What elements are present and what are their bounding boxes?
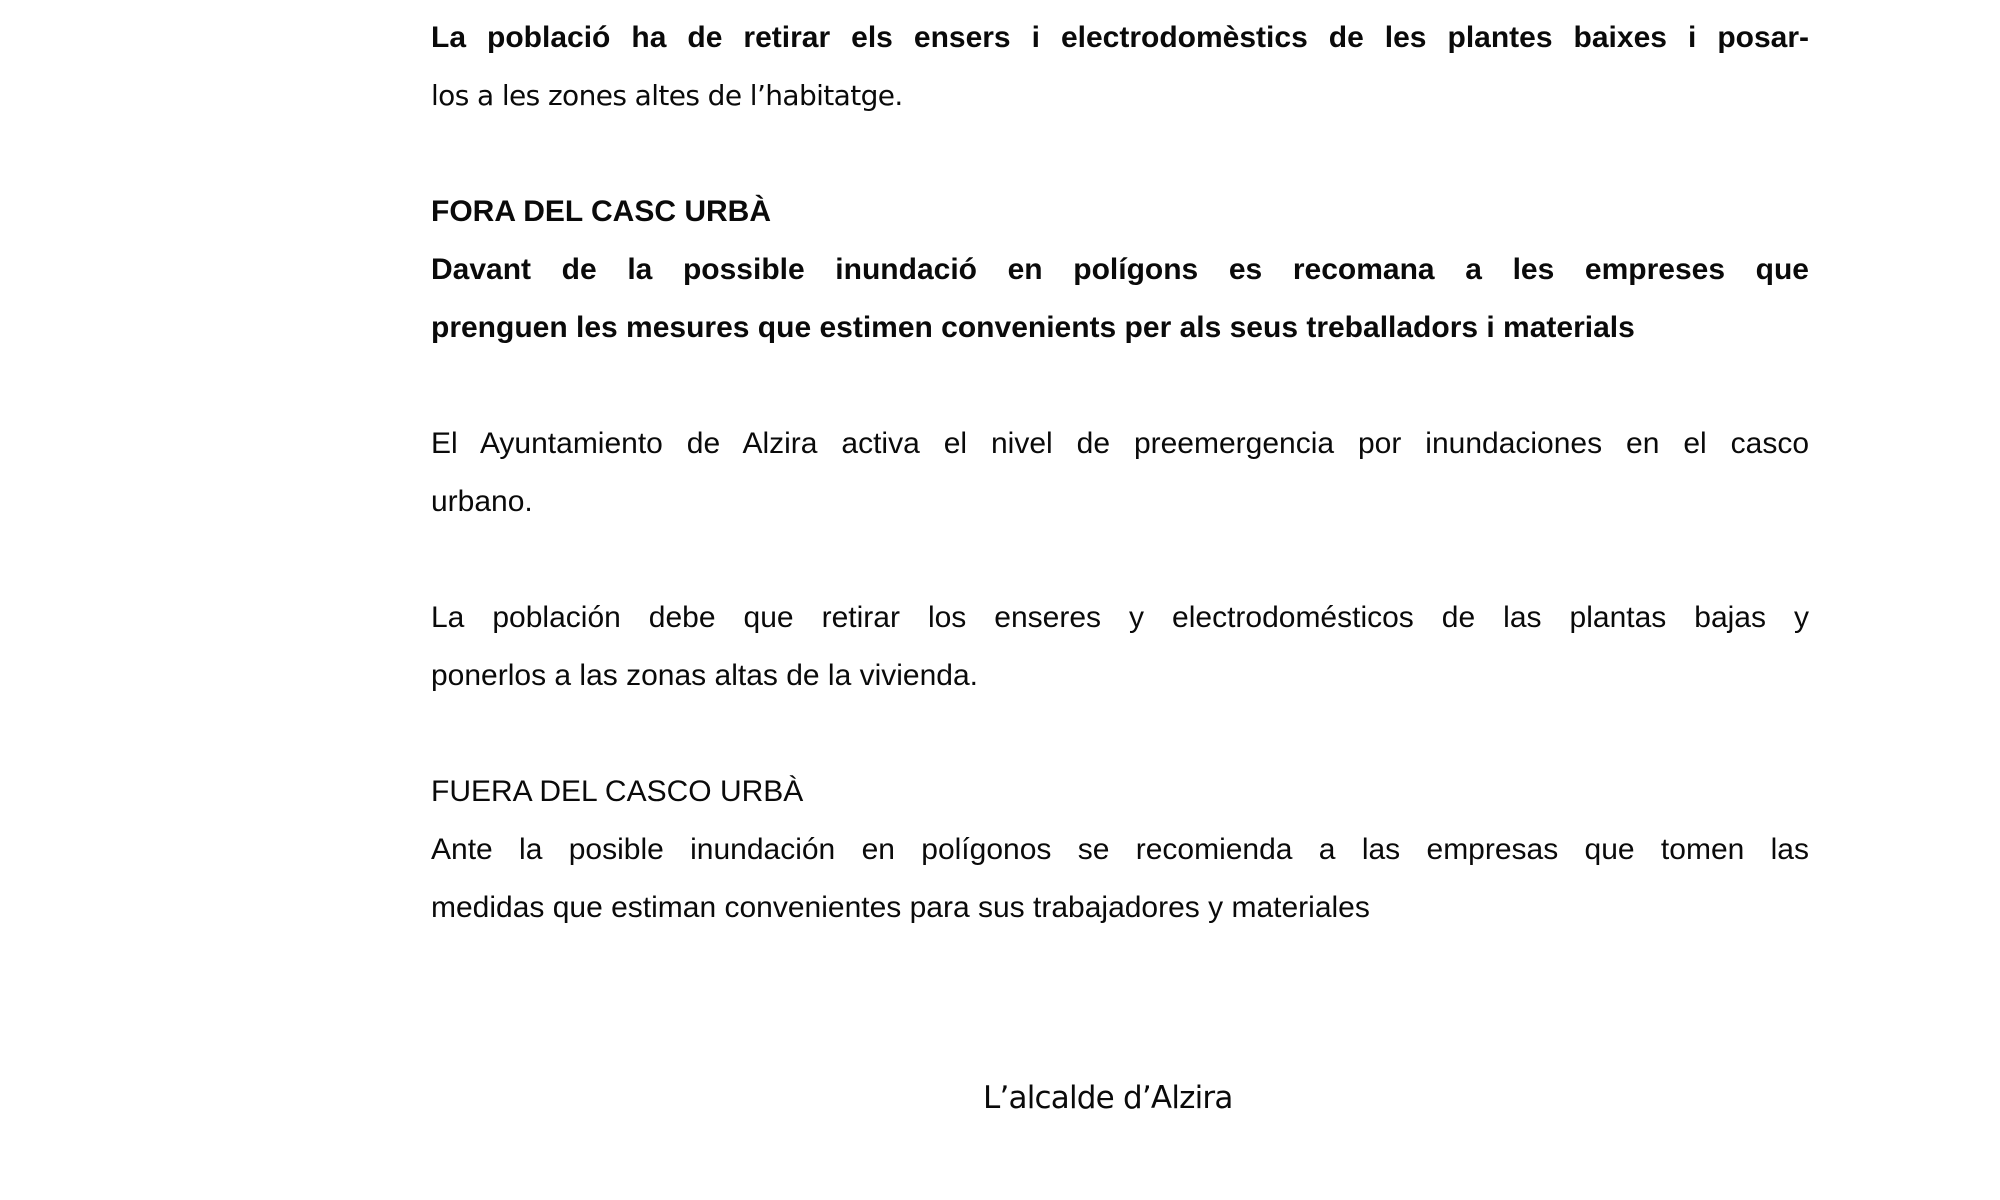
spanish-outside-urban-section xyxy=(431,763,1809,937)
paragraph-line: prenguen les mesures que estimen convenients per als seus treballadors i materials xyxy=(431,311,1635,344)
section-heading: FORA DEL CASC URBÀ xyxy=(431,195,772,228)
paragraph-line: Davant de la possible inundació en polígons es recomana a les empreses que xyxy=(431,253,1809,286)
paragraph-line: medidas que estiman convenientes para sus trabajadores y materiales xyxy=(431,891,1370,924)
paragraph-spacer xyxy=(431,357,1809,415)
text-column xyxy=(431,9,1809,937)
paragraph-line: El Ayuntamiento de Alzira activa el nivel de preemergencia por inundaciones en el casco xyxy=(431,427,1809,460)
paragraph-line: La població ha de retirar els ensers i electrodomèstics de les plantes baixes i posar- xyxy=(431,21,1809,54)
paragraph-line: ponerlos a las zonas altas de la vivienda. xyxy=(431,659,979,692)
paragraph-line: La población debe que retirar los enseres y electrodomésticos de las plantas bajas y xyxy=(431,601,1809,634)
section-heading: FUERA DEL CASCO URBÀ xyxy=(431,775,804,808)
spanish-instructions-paragraph xyxy=(431,589,1809,705)
paragraph-line: Ante la posible inundación en polígonos se recomienda a las empresas que tomen las xyxy=(431,833,1809,866)
catalan-outside-urban-section xyxy=(431,183,1809,357)
paragraph-spacer xyxy=(431,125,1809,183)
paragraph-spacer xyxy=(431,705,1809,763)
paragraph-line: los a les zones altes de l’habitatge. xyxy=(431,79,903,112)
signature-line: L’alcalde d’Alzira xyxy=(983,1080,1233,1116)
catalan-continuation-paragraph xyxy=(431,9,1809,125)
paragraph-spacer xyxy=(431,531,1809,589)
spanish-announcement-paragraph xyxy=(431,415,1809,531)
paragraph-line: urbano. xyxy=(431,485,533,518)
